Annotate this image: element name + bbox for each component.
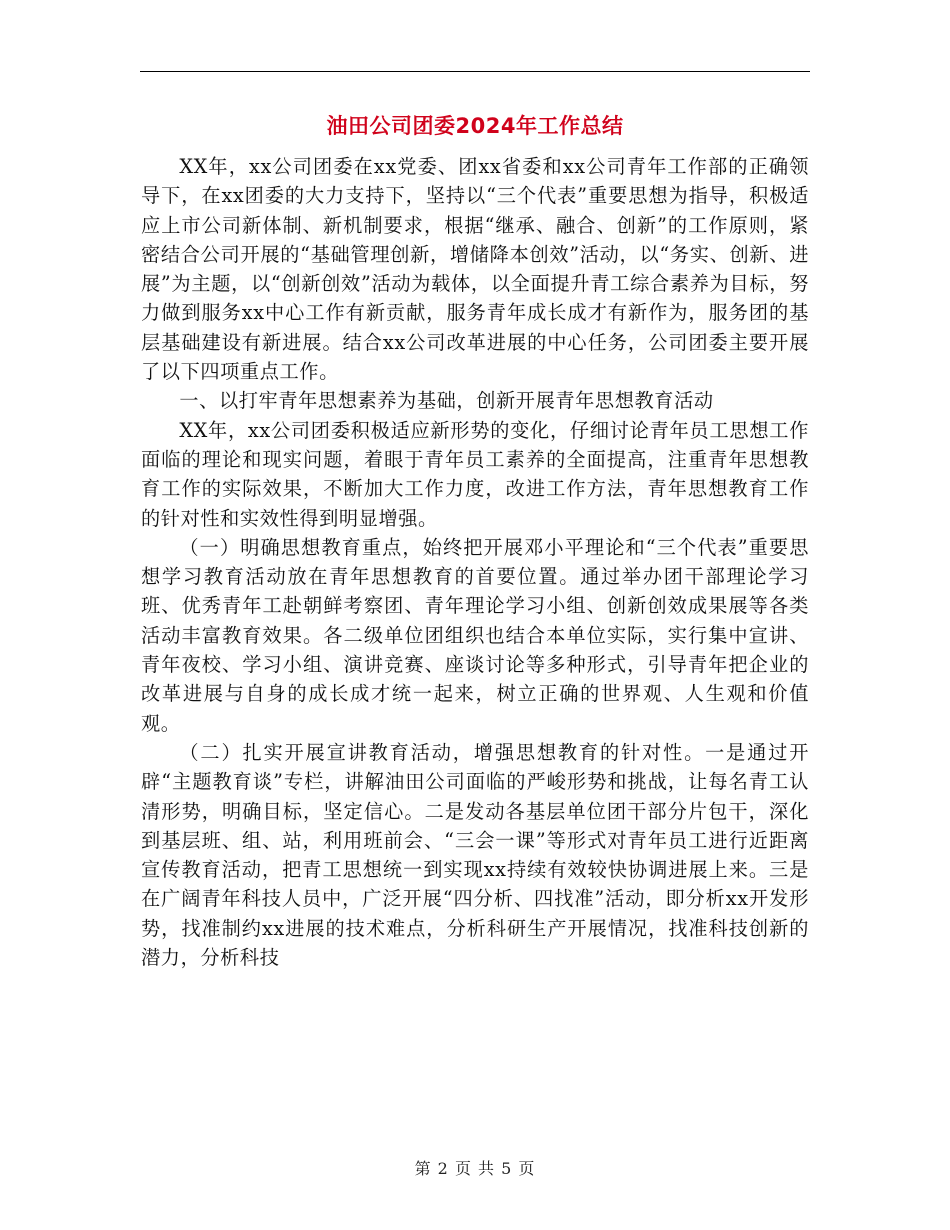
- document-title: 油田公司团委2024年工作总结: [326, 114, 624, 138]
- paragraph-section-1: XX年，xx公司团委积极适应新形势的变化，仔细讨论青年员工思想工作面临的理论和现实问题，着眼于青年员工素养的全面提高，注重青年思想教育工作的实际效果，不断加大工作力度，改进工作方法，青年思想教育工作的针对性和实效性得到明显增强。: [141, 418, 809, 530]
- paragraph-item-1: （一）明确思想教育重点，始终把开展邓小平理论和“三个代表”重要思想学习教育活动放在青年思想教育的首要位置。通过举办团干部理论学习班、优秀青年工赴朝鲜考察团、青年理论学习小组、创新创效成果展等各类活动丰富教育效果。各二级单位团组织也结合本单位实际，实行集中宣讲、青年夜校、学习小组、演讲竞赛、座谈讨论等多种形式，引导青年把企业的改革进展与自身的成长成才统一起来，树立正确的世界观、人生观和价值观。: [141, 535, 809, 735]
- paragraph-intro: XX年，xx公司团委在xx党委、团xx省委和xx公司青年工作部的正确领导下，在xx团委的大力支持下，坚持以“三个代表”重要思想为指导，积极适应上市公司新体制、新机制要求，根据“继承、融合、创新”的工作原则，紧密结合公司开展的“基础管理创新，增储降本创效”活动，以“务实、创新、进展”为主题，以“创新创效”活动为载体，以全面提升青工综合素养为目标，努力做到服务xx中心工作有新贡献，服务青年成长成才有新作为，服务团的基层基础建设有新进展。结合xx公司改革进展的中心任务，公司团委主要开展了以下四项重点工作。: [141, 155, 809, 384]
- header-rule: [140, 71, 810, 72]
- section-heading-1: 一、以打牢青年思想素养为基础，创新开展青年思想教育活动: [179, 389, 714, 413]
- document-body: [141, 152, 809, 972]
- paragraph-item-2: （二）扎实开展宣讲教育活动，增强思想教育的针对性。一是通过开辟“主题教育谈”专栏，讲解油田公司面临的严峻形势和挑战，让每名青工认清形势，明确目标，坚定信心。二是发动各基层单位团干部分片包干，深化到基层班、组、站，利用班前会、“三会一课”等形式对青年员工进行近距离宣传教育活动，把青工思想统一到实现xx持续有效较快协调进展上来。三是在广阔青年科技人员中，广泛开展“四分析、四找准”活动，即分析xx开发形势，找准制约xx进展的技术难点，分析科研生产开展情况，找准科技创新的潜力，分析科技: [141, 740, 809, 970]
- page-number: 第 2 页 共 5 页: [414, 1159, 536, 1178]
